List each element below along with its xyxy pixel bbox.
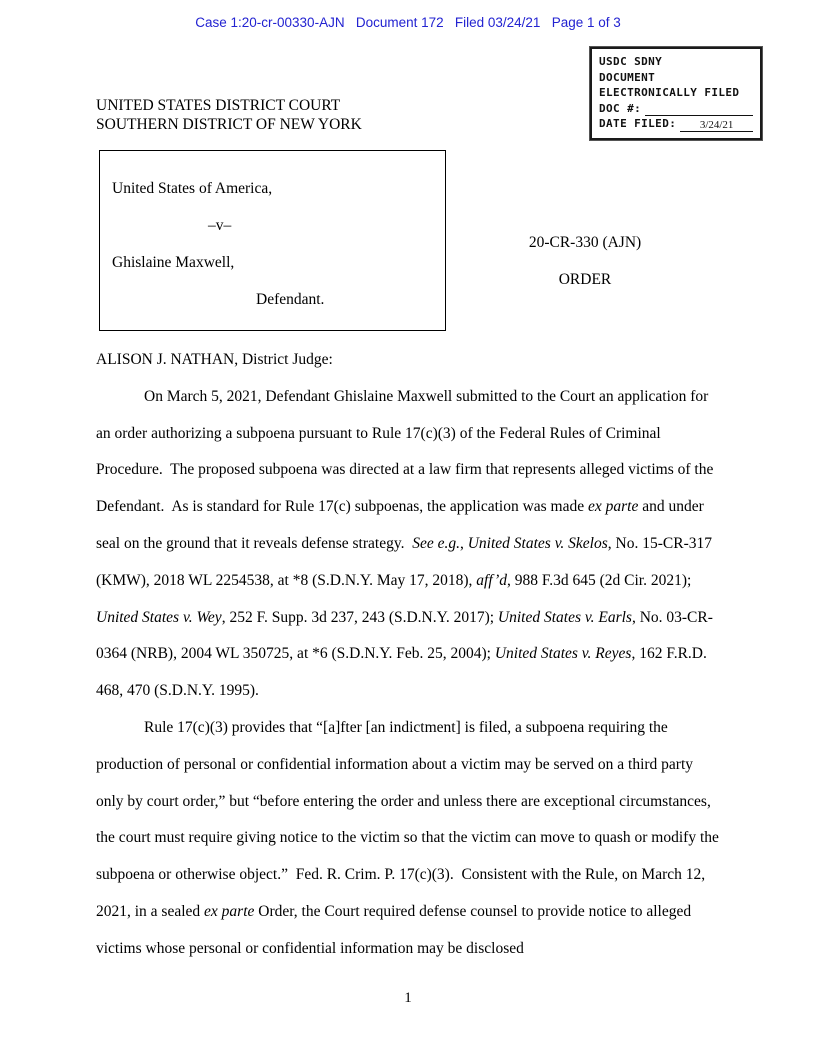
filed-stamp — [590, 47, 762, 140]
case-caption-box — [99, 150, 446, 331]
stamp-doc-number-row — [599, 101, 753, 117]
case-number: 20-CR-330 (AJN) — [528, 234, 642, 251]
page-number: 1 — [404, 990, 412, 1006]
caption-plaintiff: United States of America, — [112, 180, 273, 197]
caption-defendant-label: Defendant. — [256, 291, 325, 308]
caption-defendant-name: Ghislaine Maxwell, — [112, 254, 235, 271]
judge-line: ALISON J. NATHAN, District Judge: — [96, 351, 333, 368]
stamp-date-filed-value: 3/24/21 — [680, 119, 753, 132]
stamp-doc-number-blank-line — [645, 103, 753, 116]
stamp-doc-number-label: DOC #: — [599, 101, 642, 115]
stamp-line-document: DOCUMENT — [599, 70, 656, 84]
stamp-line-usdc-sdny: USDC SDNY — [599, 55, 663, 68]
caption-versus: –v– — [208, 217, 232, 234]
stamp-date-filed-label: DATE FILED: — [599, 117, 677, 130]
court-name — [96, 97, 362, 134]
case-info — [465, 234, 705, 289]
order-paragraph-1: On March 5, 2021, Defendant Ghislaine Maxwell submitted to the Court an application for an order authorizing a subpoena pursuant to Rule 17(c)(3) of the Federal Rules of Criminal Procedure. The proposed subpoena was directed at a law firm that represents alleged victims of the Defendant. As is standard for Rule 17(c) subpoenas, the application was made ex parte and under seal on the ground that it reveals defense strategy. See e.g., United States v. Skelos, No. 15-CR-317 (KMW), 2018 WL 2254538, at *8 (S.D.N.Y. May 17, 2018), aff’d, 988 F.3d 645 (2d Cir. 2021); United States v. Wey, 252 F. Supp. 3d 237, 243 (S.D.N.Y. 2017); United States v. Earls, No. 03-CR-0364 (NRB), 2004 WL 350725, at *6 (S.D.N.Y. Feb. 25, 2004); United States v. Reyes, 162 F.R.D. 468, 470 (S.D.N.Y. 1995). — [96, 387, 718, 700]
court-name-line-2: SOUTHERN DISTRICT OF NEW YORK — [96, 115, 362, 133]
stamp-line-electronically-filed: ELECTRONICALLY FILED — [599, 86, 740, 99]
stamp-date-filed-row — [599, 116, 753, 132]
order-title: ORDER — [558, 271, 612, 288]
order-paragraph-2: Rule 17(c)(3) provides that “[a]fter [an indictment] is filed, a subpoena requiring the production of personal or confidential information about a victim may be served on a third party only by court order,” but “before entering the order and unless there are exceptional circumstances, the court must require giving notice to the victim so that the victim can move to quash or modify the subpoena or otherwise object.” Fed. R. Crim. P. 17(c)(3). Consistent with the Rule, on March 12, 2021, in a sealed ex parte Order, the Court required defense counsel to provide notice to alleged victims whose personal or confidential information may be disclosed — [96, 718, 723, 957]
order-body — [96, 342, 723, 968]
court-name-line-1: UNITED STATES DISTRICT COURT — [96, 97, 341, 114]
ecf-header-line: Case 1:20-cr-00330-AJN Document 172 Filed 03/24/21 Page 1 of 3 — [195, 15, 621, 30]
